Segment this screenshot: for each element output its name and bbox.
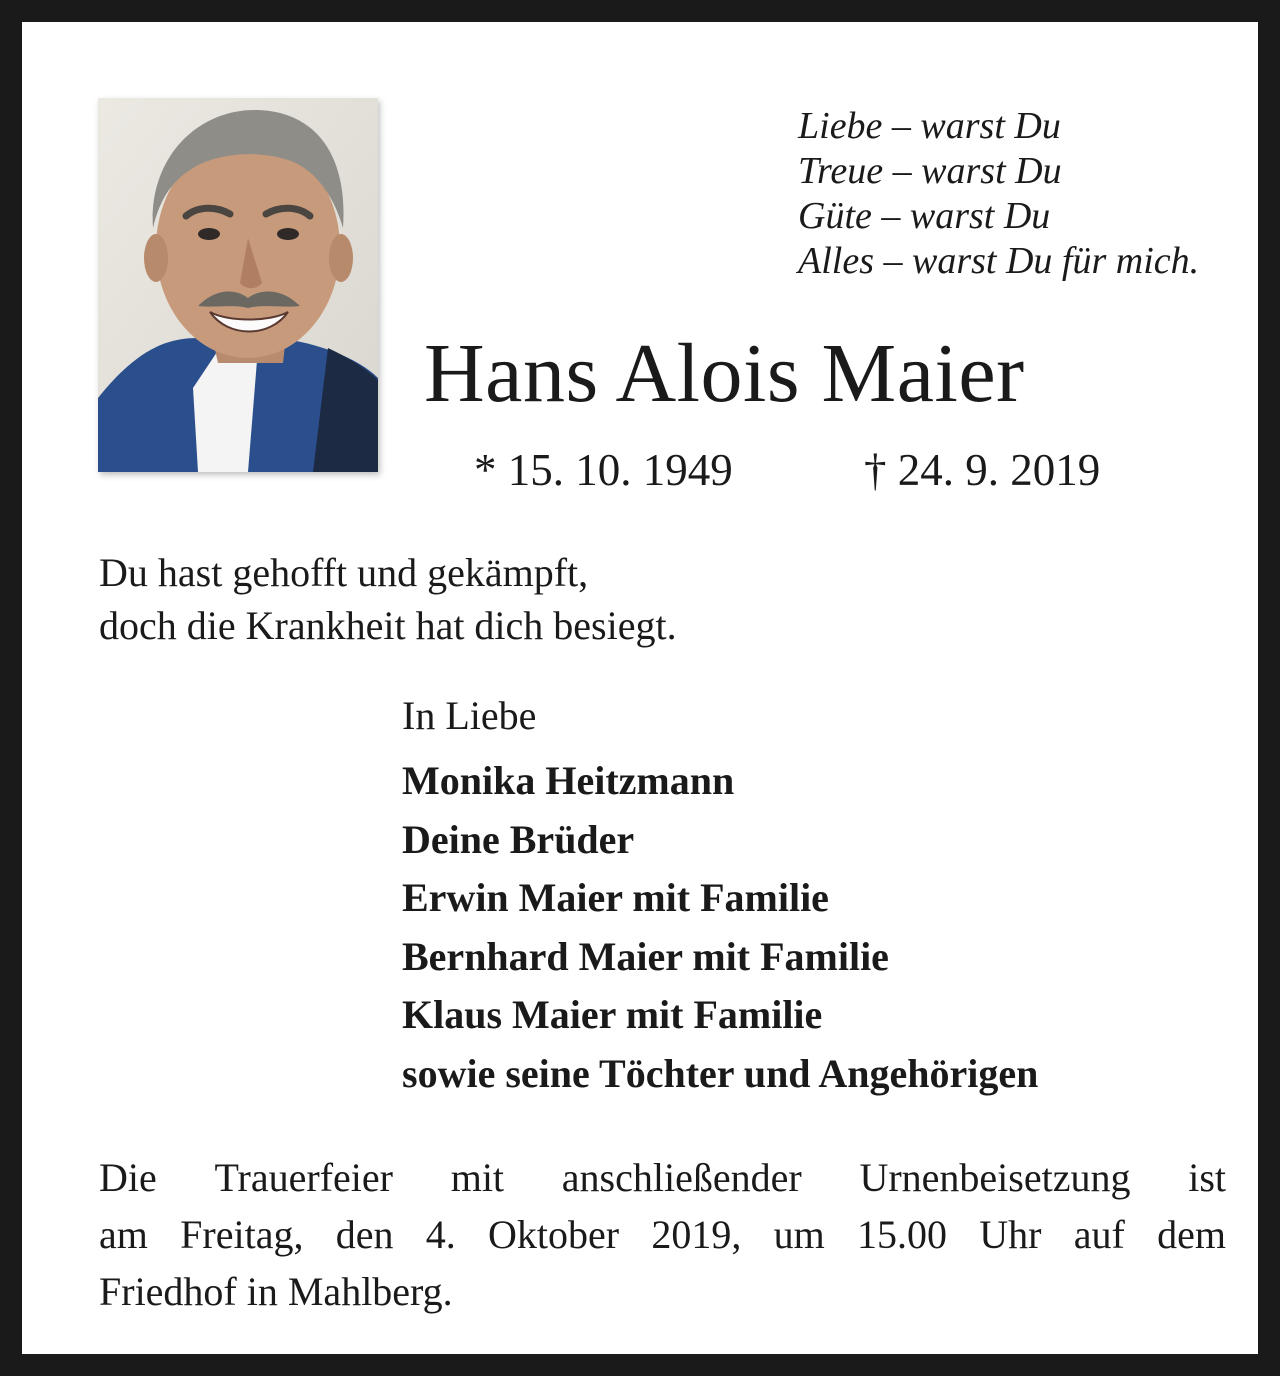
motto-line: doch die Krankheit hat dich besiegt.	[99, 603, 677, 648]
funeral-word: 2019,	[651, 1212, 742, 1257]
funeral-word: 15.00	[857, 1212, 948, 1257]
funeral-word: Trauerfeier	[214, 1155, 393, 1200]
mourners-block	[402, 688, 1038, 1103]
motto	[99, 546, 677, 652]
funeral-word: auf	[1073, 1212, 1125, 1257]
verse-line: Liebe – warst Du	[798, 105, 1061, 147]
funeral-word: Urnenbeisetzung	[859, 1155, 1131, 1200]
funeral-line	[99, 1149, 1226, 1206]
portrait-photo	[98, 98, 378, 472]
in-love-heading: In Liebe	[402, 693, 537, 738]
funeral-word: dem	[1157, 1212, 1226, 1257]
funeral-word: Die	[99, 1155, 157, 1200]
funeral-line: Friedhof in Mahlberg.	[99, 1269, 453, 1314]
verse	[798, 104, 1199, 284]
funeral-word: den	[335, 1212, 394, 1257]
mourner-name: Deine Brüder	[402, 816, 635, 862]
mourners-list	[402, 752, 1038, 1103]
funeral-word: ist	[1188, 1155, 1226, 1200]
funeral-word: Oktober	[488, 1212, 620, 1257]
funeral-word: Freitag,	[180, 1212, 304, 1257]
verse-line: Treue – warst Du	[798, 150, 1062, 192]
birth-date: * 15. 10. 1949	[474, 445, 733, 495]
deceased-name: Hans Alois Maier	[424, 327, 1025, 420]
funeral-word: anschließender	[561, 1155, 802, 1200]
mourner-name: sowie seine Töchter und Angehörigen	[402, 1050, 1039, 1096]
funeral-word: mit	[450, 1155, 505, 1200]
funeral-line	[99, 1206, 1226, 1263]
funeral-word: am	[99, 1212, 148, 1257]
mourner-name: Erwin Maier mit Familie	[402, 875, 829, 920]
verse-line: Güte – warst Du	[798, 195, 1051, 237]
death-date: † 24. 9. 2019	[864, 445, 1101, 495]
funeral-word: 4.	[425, 1212, 456, 1257]
mourner-name: Bernhard Maier mit Familie	[402, 933, 889, 979]
funeral-word: Uhr	[979, 1212, 1042, 1257]
mourner-name: Klaus Maier mit Familie	[402, 992, 823, 1037]
funeral-notice	[99, 1149, 1226, 1320]
mourner-name: Monika Heitzmann	[402, 758, 735, 803]
verse-line: Alles – warst Du für mich.	[798, 240, 1200, 282]
motto-line: Du hast gehofft und gekämpft,	[99, 550, 589, 595]
funeral-word: um	[773, 1212, 825, 1257]
